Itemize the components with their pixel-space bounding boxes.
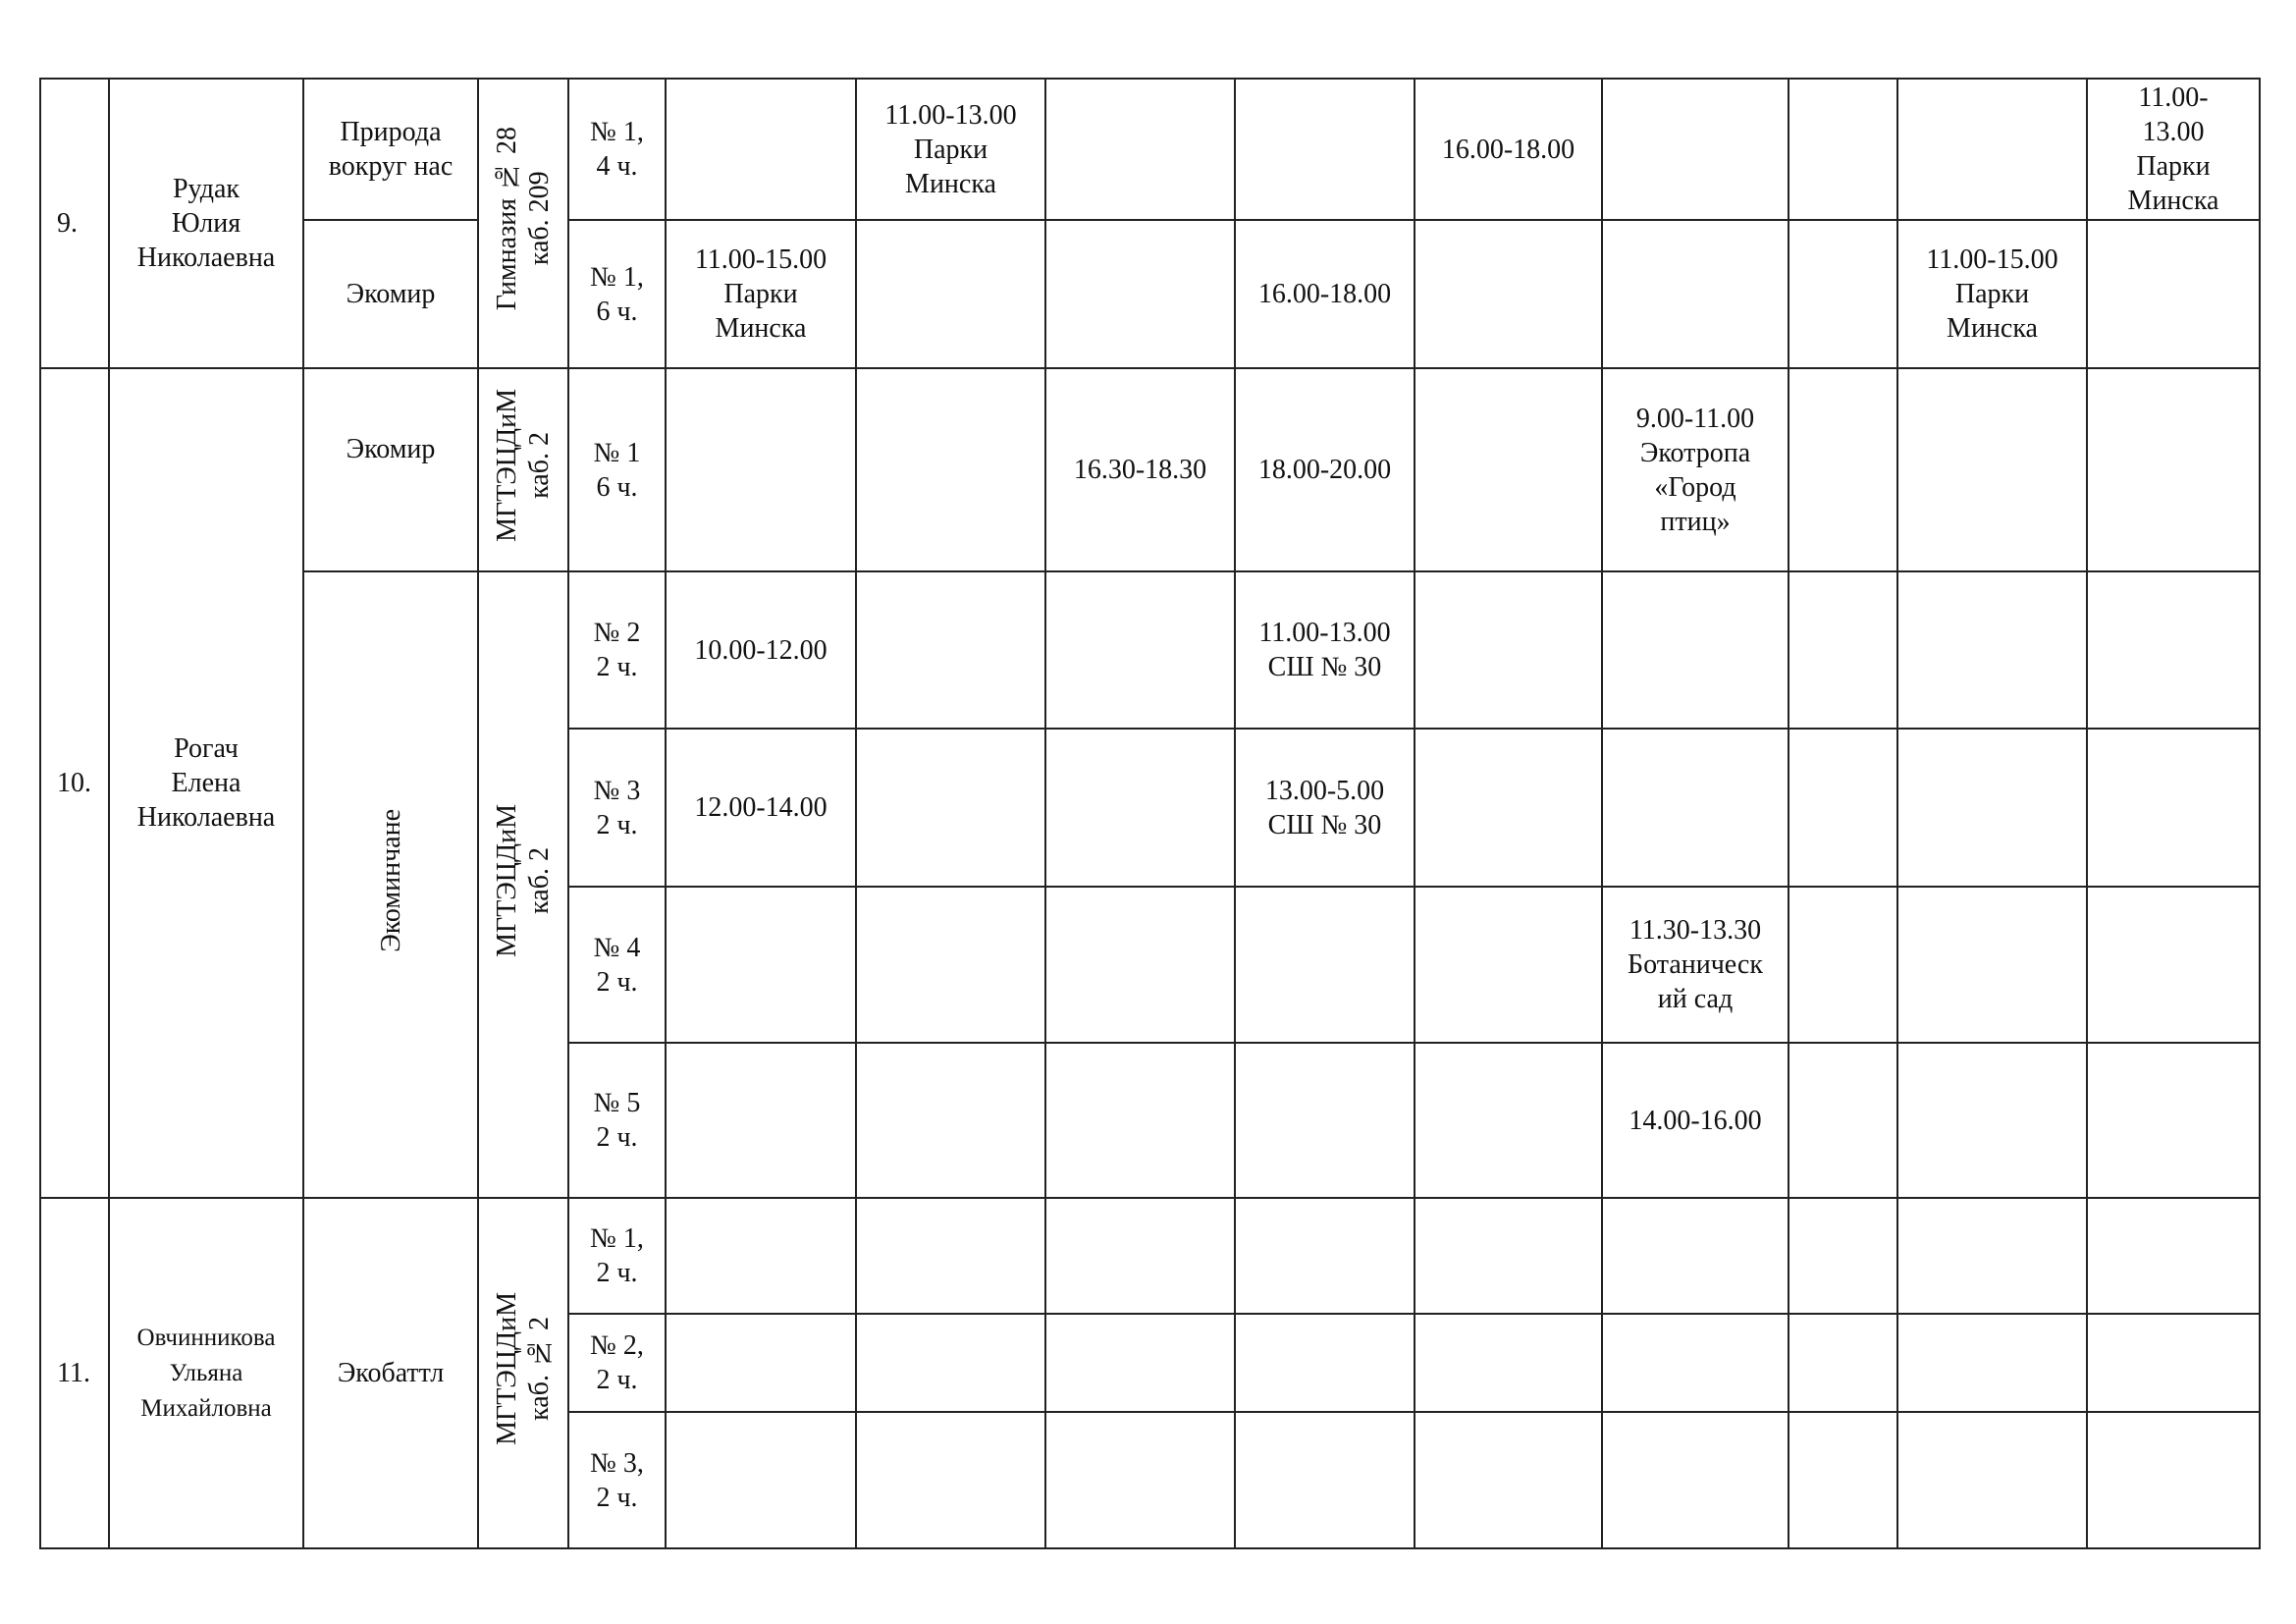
schedule-cell xyxy=(1235,887,1415,1043)
schedule-cell xyxy=(2087,220,2260,368)
program-name: Природа вокруг нас xyxy=(303,79,478,220)
schedule-cell xyxy=(1789,729,1897,887)
place-label: МГТЭЦДиМ каб. 2 xyxy=(492,389,555,542)
group-cell: № 1, 4 ч. xyxy=(568,79,666,220)
schedule-cell xyxy=(1045,220,1235,368)
schedule-cell xyxy=(1235,1314,1415,1412)
schedule-cell xyxy=(856,571,1045,729)
teacher-name: Рудак Юлия Николаевна xyxy=(109,79,303,368)
schedule-cell xyxy=(666,887,856,1043)
schedule-cell xyxy=(1789,1314,1897,1412)
group-cell: № 3 2 ч. xyxy=(568,729,666,887)
schedule-cell xyxy=(1789,1043,1897,1198)
schedule-cell xyxy=(2087,1198,2260,1314)
schedule-cell xyxy=(1789,79,1897,220)
schedule-cell xyxy=(2087,1043,2260,1198)
schedule-cell xyxy=(856,368,1045,571)
place-cell xyxy=(478,79,568,368)
schedule-cell xyxy=(856,1314,1045,1412)
schedule-cell: 18.00-20.00 xyxy=(1235,368,1415,571)
group-cell: № 1 6 ч. xyxy=(568,368,666,571)
schedule-cell xyxy=(1602,79,1789,220)
schedule-cell: 11.00-15.00 Парки Минска xyxy=(666,220,856,368)
schedule-cell xyxy=(1602,1412,1789,1548)
schedule-cell xyxy=(1235,1412,1415,1548)
schedule-cell xyxy=(666,79,856,220)
schedule-cell xyxy=(1789,220,1897,368)
schedule-cell xyxy=(856,887,1045,1043)
program-cell xyxy=(303,571,478,1198)
schedule-cell xyxy=(1415,1314,1602,1412)
table-row xyxy=(40,571,2260,729)
schedule-cell xyxy=(1045,571,1235,729)
schedule-cell xyxy=(1602,220,1789,368)
schedule-cell: 9.00-11.00 Экотропа «Город птиц» xyxy=(1602,368,1789,571)
schedule-cell xyxy=(856,729,1045,887)
program-name: Экоминчане xyxy=(375,808,406,952)
schedule-cell xyxy=(1789,1198,1897,1314)
table-row xyxy=(40,1198,2260,1314)
schedule-cell xyxy=(1235,79,1415,220)
schedule-cell xyxy=(666,1314,856,1412)
schedule-cell xyxy=(1045,1198,1235,1314)
schedule-cell: 10.00-12.00 xyxy=(666,571,856,729)
schedule-cell xyxy=(1897,79,2087,220)
schedule-cell xyxy=(666,1198,856,1314)
schedule-cell xyxy=(1897,1198,2087,1314)
schedule-cell xyxy=(1897,571,2087,729)
schedule-cell xyxy=(1897,729,2087,887)
schedule-cell xyxy=(1415,1043,1602,1198)
schedule-cell: 14.00-16.00 xyxy=(1602,1043,1789,1198)
group-cell: № 4 2 ч. xyxy=(568,887,666,1043)
place-label: МГТЭЦДиМ каб. 2 xyxy=(492,803,555,957)
schedule-cell xyxy=(2087,1412,2260,1548)
schedule-cell xyxy=(1235,1198,1415,1314)
schedule-cell: 11.00- 13.00 Парки Минска xyxy=(2087,79,2260,220)
schedule-cell xyxy=(1415,729,1602,887)
schedule-cell xyxy=(1415,368,1602,571)
teacher-name: Рогач Елена Николаевна xyxy=(109,368,303,1198)
schedule-table xyxy=(39,78,2261,1549)
schedule-cell xyxy=(1789,571,1897,729)
schedule-cell xyxy=(666,368,856,571)
schedule-cell: 11.00-15.00 Парки Минска xyxy=(1897,220,2087,368)
place-label: МГТЭЦДиМ каб. № 2 xyxy=(492,1292,555,1445)
schedule-cell xyxy=(2087,571,2260,729)
schedule-cell: 11.30-13.30 Ботаническ ий сад xyxy=(1602,887,1789,1043)
schedule-cell xyxy=(1045,1043,1235,1198)
place-cell xyxy=(478,571,568,1198)
table-row xyxy=(40,220,2260,368)
schedule-cell xyxy=(1415,571,1602,729)
schedule-cell xyxy=(1602,1314,1789,1412)
schedule-cell: 13.00-5.00 СШ № 30 xyxy=(1235,729,1415,887)
schedule-cell xyxy=(2087,887,2260,1043)
program-name: Экомир xyxy=(303,368,478,571)
schedule-cell: 16.00-18.00 xyxy=(1235,220,1415,368)
schedule-cell xyxy=(1602,1198,1789,1314)
schedule-cell xyxy=(1045,1412,1235,1548)
schedule-cell xyxy=(1045,729,1235,887)
schedule-cell xyxy=(1602,571,1789,729)
row-number: 9. xyxy=(40,79,109,368)
schedule-cell xyxy=(1789,368,1897,571)
place-cell xyxy=(478,1198,568,1548)
group-cell: № 3, 2 ч. xyxy=(568,1412,666,1548)
schedule-cell xyxy=(2087,1314,2260,1412)
schedule-cell xyxy=(1415,1198,1602,1314)
schedule-cell xyxy=(1415,1412,1602,1548)
schedule-cell: 12.00-14.00 xyxy=(666,729,856,887)
schedule-cell xyxy=(1897,1314,2087,1412)
group-cell: № 5 2 ч. xyxy=(568,1043,666,1198)
program-name: Экомир xyxy=(303,220,478,368)
schedule-cell xyxy=(856,1198,1045,1314)
schedule-cell xyxy=(1897,1412,2087,1548)
teacher-name: Овчинникова Ульяна Михайловна xyxy=(109,1198,303,1548)
schedule-cell xyxy=(1235,1043,1415,1198)
schedule-cell: 16.00-18.00 xyxy=(1415,79,1602,220)
program-name: Экобаттл xyxy=(303,1198,478,1548)
place-cell xyxy=(478,368,568,571)
schedule-cell xyxy=(1897,887,2087,1043)
schedule-cell xyxy=(666,1043,856,1198)
group-cell: № 1, 6 ч. xyxy=(568,220,666,368)
schedule-cell xyxy=(2087,729,2260,887)
schedule-cell: 16.30-18.30 xyxy=(1045,368,1235,571)
schedule-cell xyxy=(1789,1412,1897,1548)
schedule-cell xyxy=(1897,368,2087,571)
schedule-cell xyxy=(856,1043,1045,1198)
schedule-cell xyxy=(1045,887,1235,1043)
group-cell: № 1, 2 ч. xyxy=(568,1198,666,1314)
schedule-cell xyxy=(856,1412,1045,1548)
group-cell: № 2, 2 ч. xyxy=(568,1314,666,1412)
row-number: 11. xyxy=(40,1198,109,1548)
schedule-cell xyxy=(1415,887,1602,1043)
schedule-cell xyxy=(2087,368,2260,571)
schedule-cell xyxy=(1045,1314,1235,1412)
schedule-cell xyxy=(1415,220,1602,368)
group-cell: № 2 2 ч. xyxy=(568,571,666,729)
schedule-cell xyxy=(1045,79,1235,220)
schedule-cell: 11.00-13.00 СШ № 30 xyxy=(1235,571,1415,729)
place-label: Гимназия № 28 каб. 209 xyxy=(492,127,555,311)
schedule-cell xyxy=(856,220,1045,368)
schedule-cell xyxy=(666,1412,856,1548)
schedule-cell: 11.00-13.00 Парки Минска xyxy=(856,79,1045,220)
schedule-cell xyxy=(1789,887,1897,1043)
schedule-cell xyxy=(1602,729,1789,887)
table-row xyxy=(40,368,2260,571)
row-number: 10. xyxy=(40,368,109,1198)
table-row xyxy=(40,79,2260,220)
schedule-cell xyxy=(1897,1043,2087,1198)
